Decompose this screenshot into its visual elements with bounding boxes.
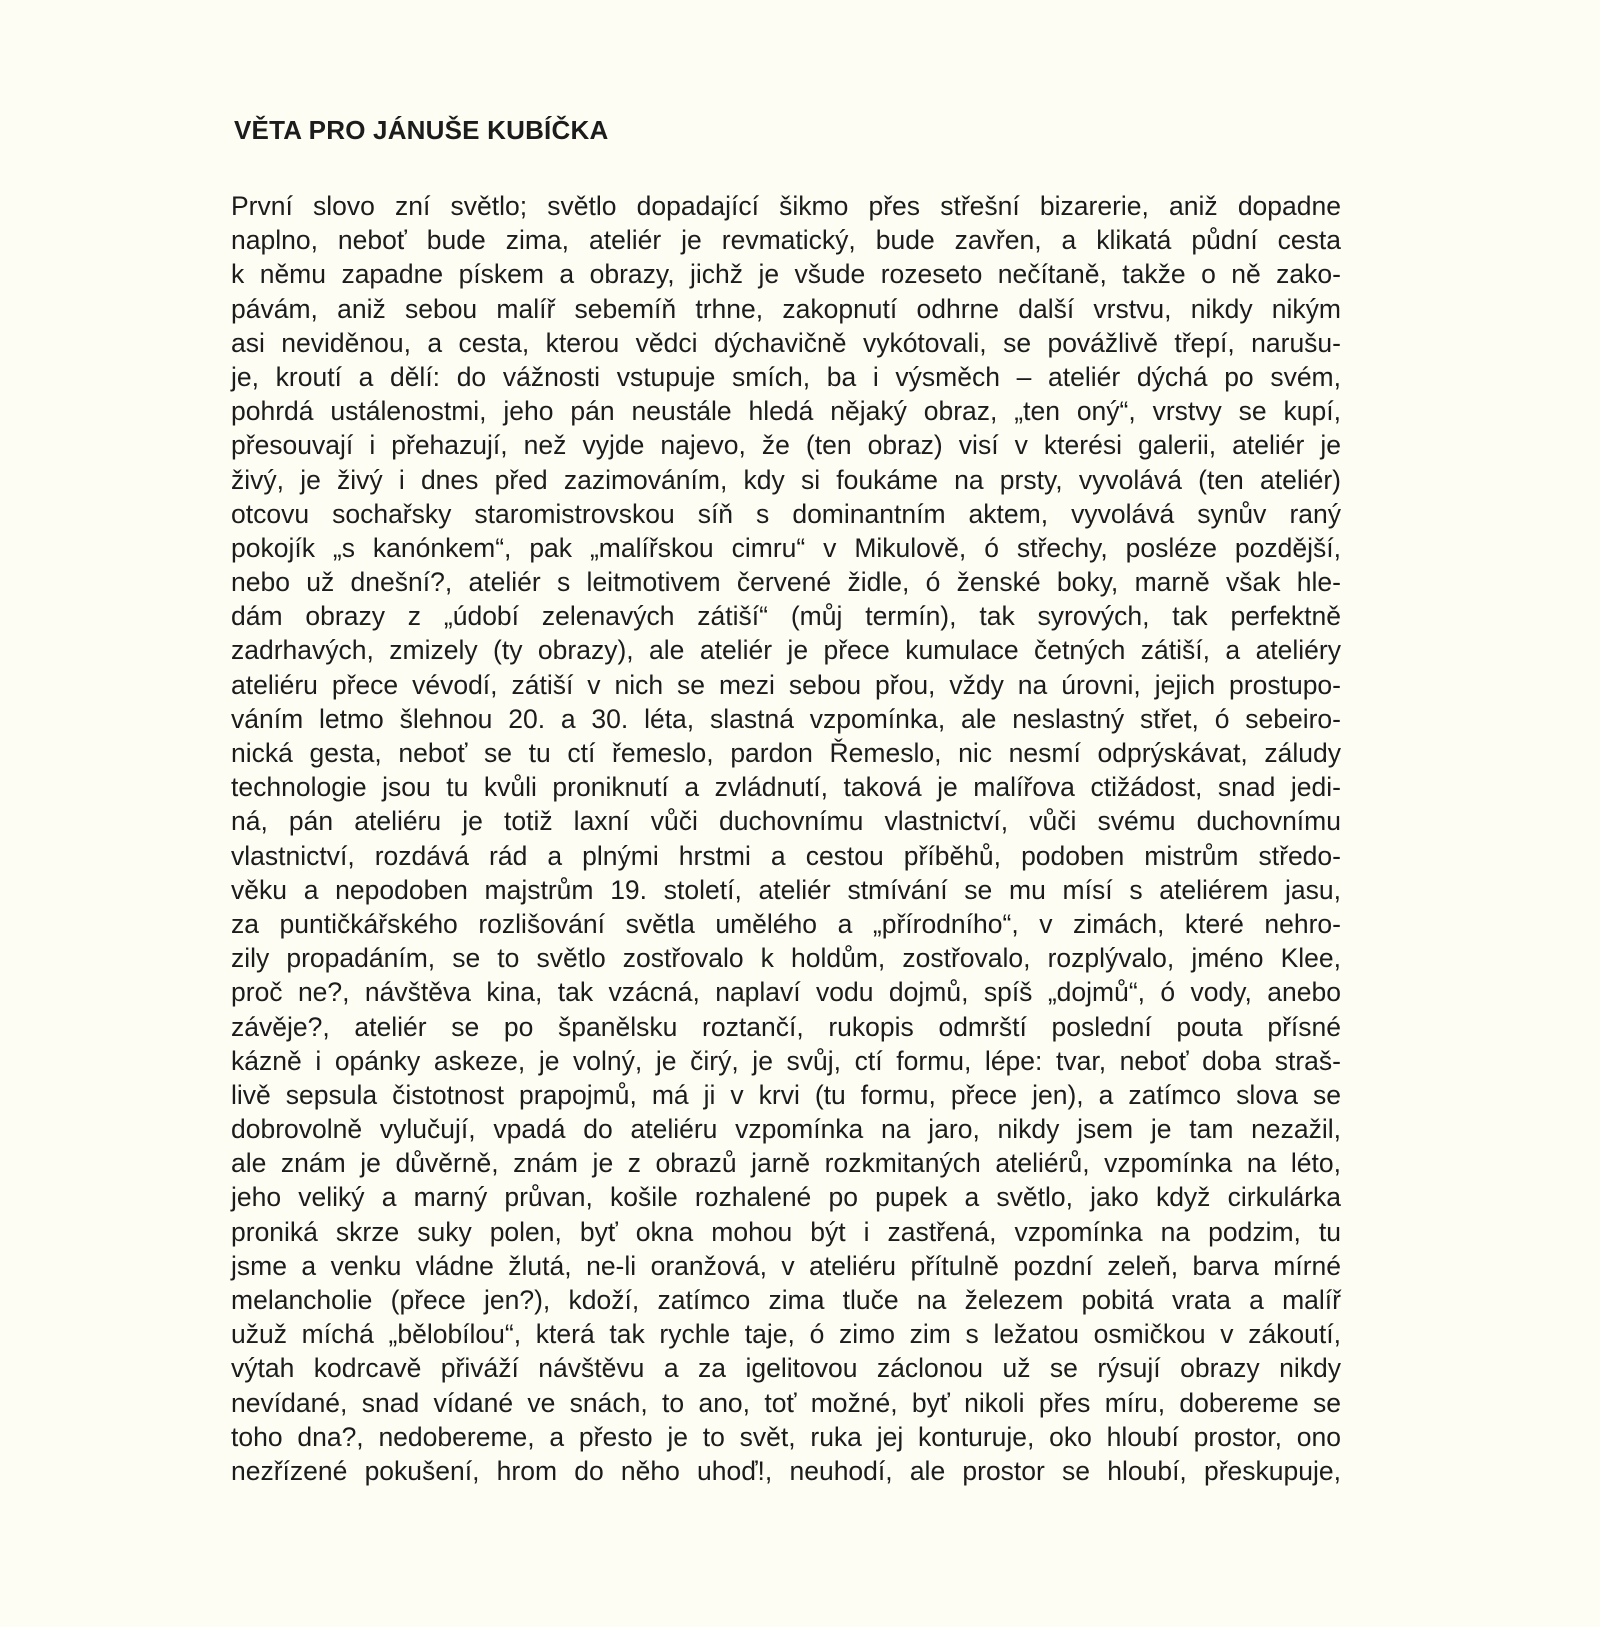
text-line: pávám, aniž sebou malíř sebemíň trhne, zakopnutí odhrne další vrstvu, nikdy nikým [231,293,1341,324]
text-line: jsme a venku vládne žlutá, ne-li oranžová, v ateliéru přítulně pozdní zeleň, barva mírné [231,1250,1341,1281]
body-text [231,189,1341,1488]
text-line: dám obrazy z „údobí zelenavých zátiší“ (můj termín), tak syrových, tak perfektně [231,601,1341,632]
text-line: nezřízené pokušení, hrom do něho uhoď!, neuhodí, ale prostor se hloubí, přeskupuje, [231,1455,1341,1486]
text-line: jeho veliký a marný průvan, košile rozhalené po pupek a světlo, jako když cirkulárka [231,1182,1341,1213]
text-line: vlastnictví, rozdává rád a plnými hrstmi a cestou příběhů, podoben mistrům středo- [231,840,1341,871]
text-line: přesouvají i přehazují, než vyjde najevo, že (ten obraz) visí v kterési galerii, ateliér je [231,430,1341,461]
text-line: otcovu sochařsky staromistrovskou síň s dominantním aktem, vyvolává synův raný [231,498,1341,529]
text-line: zadrhavých, zmizely (ty obrazy), ale ateliér je přece kumulace četných zátiší, a ateliéry [231,635,1341,666]
text-line: váním letmo šlehnou 20. a 30. léta, slastná vzpomínka, ale neslastný střet, ó sebeiro- [231,703,1341,734]
text-line: pohrdá ustálenostmi, jeho pán neustále hledá nějaký obraz, „ten oný“, vrstvy se kupí, [231,396,1341,427]
text-line: věku a nepodoben majstrům 19. století, ateliér stmívání se mu mísí s ateliérem jasu, [231,874,1341,905]
text-line: výtah kodrcavě přiváží návštěvu a za igelitovou záclonou už se rýsují obrazy nikdy [231,1353,1341,1384]
text-line: ale znám je důvěrně, znám je z obrazů jarně rozkmitaných ateliérů, vzpomínka na léto, [231,1148,1341,1179]
text-line: proniká skrze suky polen, byť okna mohou být i zastřená, vzpomínka na podzim, tu [231,1216,1341,1247]
text-line: livě sepsula čistotnost prapojmů, má ji v krvi (tu formu, přece jen), a zatímco slova se [231,1079,1341,1110]
text-line: nevídané, snad vídané ve snách, to ano, toť možné, byť nikoli přes míru, dobereme se [231,1387,1341,1418]
text-line: asi neviděnou, a cesta, kterou vědci dýchavičně vykótovali, se povážlivě třepí, narušu- [231,327,1341,358]
text-line: nebo už dnešní?, ateliér s leitmotivem červené židle, ó ženské boky, marně však hle- [231,567,1341,598]
text-line: toho dna?, nedobereme, a přesto je to svět, ruka jej konturuje, oko hloubí prostor, ono [231,1421,1341,1452]
text-line: ateliéru přece vévodí, zátiší v nich se mezi sebou přou, vždy na úrovni, jejich prostupo- [231,669,1341,700]
text-line: je, kroutí a dělí: do vážnosti vstupuje smích, ba i výsměch – ateliér dýchá po svém, [231,361,1341,392]
text-line: za puntičkářského rozlišování světla umělého a „přírodního“, v zimách, které nehro- [231,908,1341,939]
text-line: dobrovolně vylučují, vpadá do ateliéru vzpomínka na jaro, nikdy jsem je tam nezažil, [231,1114,1341,1145]
text-line: nická gesta, neboť se tu ctí řemeslo, pardon Řemeslo, nic nesmí odprýskávat, záludy [231,738,1341,768]
text-line: proč ne?, návštěva kina, tak vzácná, naplaví vodu dojmů, spíš „dojmů“, ó vody, anebo [231,977,1341,1008]
text-line: živý, je živý i dnes před zazimováním, kdy si foukáme na prsty, vyvolává (ten ateliér) [231,464,1341,495]
text-line: kázně i opánky askeze, je volný, je čirý, je svůj, ctí formu, lépe: tvar, neboť doba straš- [231,1045,1341,1076]
text-line: k němu zapadne pískem a obrazy, jichž je všude rozeseto nečítaně, takže o ně zako- [231,259,1341,290]
text-line: užuž míchá „bělobílou“, která tak rychle taje, ó zimo zim s ležatou osmičkou v zákoutí, [231,1319,1341,1350]
page-title: VĚTA PRO JÁNUŠE KUBÍČKA [234,115,609,145]
text-line: pokojík „s kanónkem“, pak „malířskou cimru“ v Mikulově, ó střechy, posléze pozdější, [231,532,1341,563]
text-line: ná, pán ateliéru je totiž laxní vůči duchovnímu vlastnictví, vůči svému duchovnímu [231,806,1341,837]
text-line: První slovo zní světlo; světlo dopadající šikmo přes střešní bizarerie, aniž dopadne [231,191,1341,221]
text-line: naplno, neboť bude zima, ateliér je revmatický, bude zavřen, a klikatá půdní cesta [231,225,1341,256]
text-line: závěje?, ateliér se po španělsku roztančí, rukopis odmrští poslední pouta přísné [231,1011,1341,1042]
text-line: melancholie (přece jen?), kdoží, zatímco zima tluče na železem pobitá vrata a malíř [231,1285,1341,1315]
text-line: technologie jsou tu kvůli proniknutí a zvládnutí, taková je malířova ctižádost, snad jedi- [231,772,1341,803]
text-line: zily propadáním, se to světlo zostřovalo k holdům, zostřovalo, rozplývalo, jméno Klee, [231,943,1341,974]
